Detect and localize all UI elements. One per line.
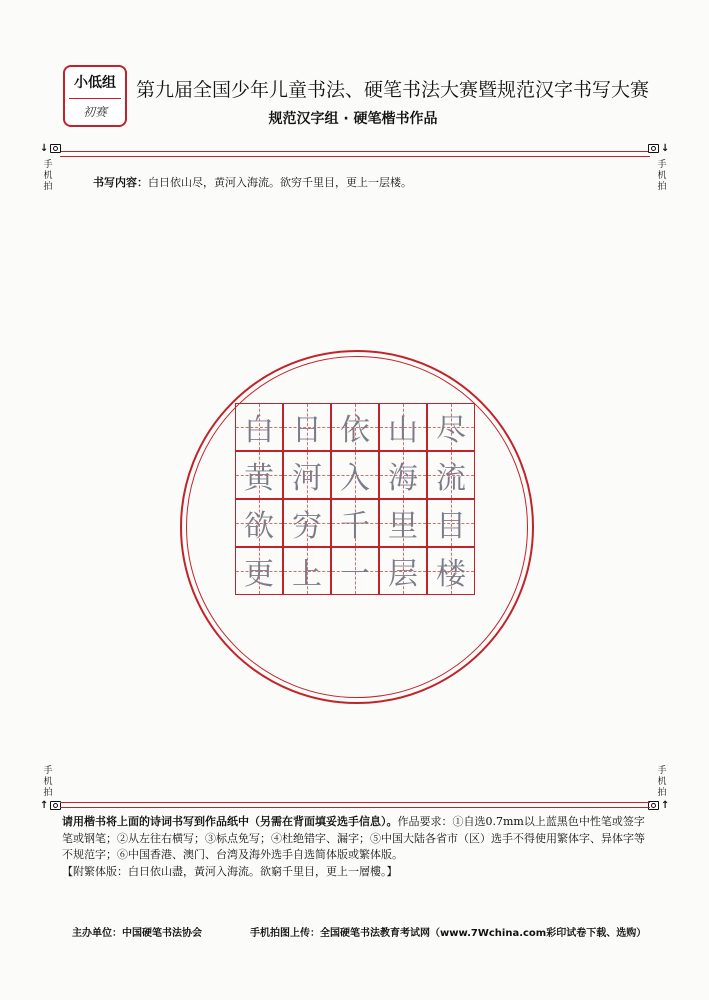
grid-cell bbox=[331, 547, 379, 595]
camera-icon bbox=[648, 144, 659, 153]
handwritten-character: 入 bbox=[340, 461, 370, 496]
camera-icon bbox=[50, 144, 61, 153]
grid-cell bbox=[283, 547, 331, 595]
grid-cell bbox=[427, 547, 475, 595]
grid-cell bbox=[331, 403, 379, 451]
instructions bbox=[62, 814, 652, 880]
phone-label-bottom-left: 手机拍 bbox=[43, 766, 53, 798]
phone-label-bottom-right: 手机拍 bbox=[657, 766, 667, 798]
badge-round: 初赛 bbox=[82, 105, 107, 119]
handwritten-character: 里 bbox=[388, 509, 418, 544]
down-arrow-icon: ↓ bbox=[40, 143, 49, 154]
handwritten-character: 日 bbox=[292, 413, 322, 448]
grid-cell bbox=[379, 403, 427, 451]
corner-mark-top-right bbox=[648, 143, 669, 154]
writing-content bbox=[93, 174, 412, 190]
handwritten-character: 更 bbox=[244, 557, 274, 592]
grid-cell bbox=[235, 451, 283, 499]
footer-upload: 手机拍图上传：全国硬笔书法教育考试网（www.7Wchina.com彩印试卷下载、选购） bbox=[250, 928, 647, 939]
up-arrow-icon: ↑ bbox=[661, 800, 670, 811]
page-title: 第九届全国少年儿童书法、硬笔书法大赛暨规范汉字书写大赛 bbox=[136, 79, 650, 101]
corner-mark-bottom-right bbox=[648, 800, 669, 811]
bottom-rule-thin bbox=[60, 802, 650, 803]
bottom-rule bbox=[60, 807, 650, 808]
grid-cell bbox=[427, 499, 475, 547]
handwritten-character: 流 bbox=[436, 461, 466, 496]
handwritten-character: 依 bbox=[340, 413, 370, 448]
grid-cell bbox=[379, 499, 427, 547]
grid-cell bbox=[379, 451, 427, 499]
handwritten-character: 尽 bbox=[436, 413, 466, 448]
top-rule bbox=[60, 151, 650, 152]
down-arrow-icon: ↓ bbox=[661, 143, 670, 154]
handwritten-character: 黄 bbox=[244, 461, 274, 496]
handwritten-character: 穷 bbox=[292, 509, 322, 544]
grid-cell bbox=[427, 403, 475, 451]
grid-cell bbox=[331, 451, 379, 499]
instructions-traditional: 【附繁体版：白日依山盡，黃河入海流。欲窮千里目，更上一層樓。】 bbox=[62, 864, 398, 878]
grid-cell bbox=[283, 451, 331, 499]
grid-cell bbox=[283, 403, 331, 451]
handwritten-character: 千 bbox=[340, 509, 370, 544]
handwritten-character: 海 bbox=[388, 461, 418, 496]
instructions-body: 作品要求：①自选0.7mm以上蓝黑色中性笔或签字笔或钢笔；②从左往右横写；③标点免写；④杜绝错字、漏字；⑤中国大陆各省市（区）选手不得使用繁体字、异体字等不规范字；⑥中国香港、澳门、台湾及海外选手自选简体版或繁体版。 bbox=[62, 815, 645, 861]
page-subtitle: 规范汉字组 · 硬笔楷书作品 bbox=[268, 111, 438, 127]
grid-cell bbox=[235, 499, 283, 547]
grid-cell bbox=[283, 499, 331, 547]
handwritten-character: 目 bbox=[436, 509, 466, 544]
corner-mark-top-left bbox=[40, 143, 61, 154]
handwritten-character: 楼 bbox=[436, 557, 466, 592]
grid-cell bbox=[235, 547, 283, 595]
badge-divider bbox=[69, 98, 121, 99]
badge-group: 小低组 bbox=[74, 75, 116, 91]
corner-mark-bottom-left bbox=[40, 800, 61, 811]
handwritten-character: 河 bbox=[292, 461, 322, 496]
up-arrow-icon: ↑ bbox=[40, 800, 49, 811]
writing-content-label: 书写内容： bbox=[93, 176, 148, 189]
handwritten-character: 白 bbox=[244, 413, 274, 448]
phone-label-top-right: 手机拍 bbox=[657, 160, 667, 192]
instructions-lead: 请用楷书将上面的诗词书写到作品纸中（另需在背面填妥选手信息）。 bbox=[62, 815, 398, 828]
handwritten-character: 山 bbox=[388, 413, 418, 448]
grid-cell bbox=[331, 499, 379, 547]
handwritten-character: 一 bbox=[340, 557, 370, 592]
handwritten-character: 欲 bbox=[244, 509, 274, 544]
grid-cell bbox=[379, 547, 427, 595]
top-rule-thin bbox=[60, 156, 650, 157]
phone-label-top-left: 手机拍 bbox=[43, 160, 53, 192]
writing-content-text: 白日依山尽，黄河入海流。欲穷千里目，更上一层楼。 bbox=[148, 176, 412, 189]
footer-organizer: 主办单位：中国硬笔书法协会 bbox=[72, 928, 202, 939]
grid-cell bbox=[427, 451, 475, 499]
handwritten-character: 上 bbox=[292, 557, 322, 592]
handwritten-character: 层 bbox=[388, 557, 418, 592]
writing-grid bbox=[235, 403, 475, 595]
grid-cell bbox=[235, 403, 283, 451]
group-badge bbox=[63, 65, 127, 127]
